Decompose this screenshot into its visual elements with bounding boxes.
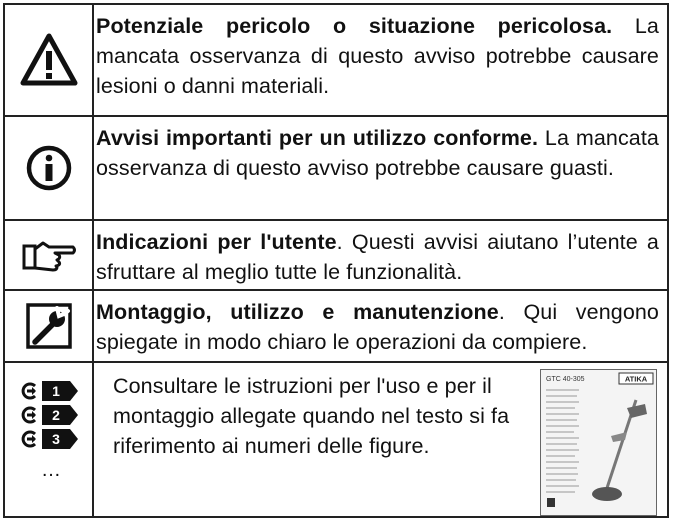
manual-cover-image [541, 370, 656, 515]
legend-desc: . Qui vengono spiegate in modo chiaro le operazioni da compiere. [96, 300, 659, 354]
thumbnail-brand: ATIKA [624, 374, 648, 384]
icon-cell [5, 221, 94, 289]
figure-number: 2 [52, 407, 60, 423]
pointing-hand-icon [21, 237, 77, 273]
legend-bold: Indicazioni per l'utente [96, 230, 337, 254]
arrow-circle-icon [19, 405, 39, 425]
thumbnail-model: GTC 40-305 [546, 376, 585, 383]
legend-text [96, 291, 659, 361]
figure-step [19, 381, 78, 401]
arrow-circle-icon [19, 429, 39, 449]
figure-number: 3 [52, 431, 60, 447]
icon-cell [5, 5, 94, 115]
legend-row-figures [5, 363, 667, 518]
legend-desc: . Questi avvisi aiutano l’utente a sfruttare al meglio tutte le funzionalità. [96, 230, 659, 284]
legend-row-danger [5, 5, 667, 117]
ellipsis: … [41, 459, 63, 481]
legend-table [3, 3, 669, 518]
icon-cell [5, 117, 94, 219]
figure-step [19, 405, 78, 425]
legend-row-info [5, 117, 667, 221]
warning-triangle-icon [19, 32, 79, 88]
figure-tag-icon [42, 381, 78, 401]
figure-step [19, 429, 78, 449]
legend-bold: Montaggio, utilizzo e manutenzione [96, 300, 499, 324]
icon-cell [5, 363, 94, 518]
legend-text [96, 221, 659, 289]
legend-text [96, 5, 659, 115]
figure-steps [19, 381, 78, 482]
legend-row-assembly [5, 291, 667, 363]
legend-desc: La mancata osservanza di questo avviso potrebbe causare guasti. [96, 126, 659, 180]
legend-row-user-tips [5, 221, 667, 291]
legend-bold: Avvisi importanti per un utilizzo conforme. [96, 126, 539, 150]
figure-tag-icon [42, 429, 78, 449]
figures-text: Consultare le istruzioni per l'uso e per il montaggio allegate quando nel testo si fa riferimento ai numeri delle figure. [113, 374, 510, 458]
figure-number: 1 [52, 383, 60, 399]
figure-tag-icon [42, 405, 78, 425]
legend-bold: Potenziale pericolo o situazione pericolosa. [96, 14, 613, 38]
wrench-icon [25, 302, 73, 350]
info-circle-icon [25, 144, 73, 192]
arrow-circle-icon [19, 381, 39, 401]
legend-text [96, 117, 659, 219]
icon-cell [5, 291, 94, 361]
manual-cover-thumbnail [540, 369, 657, 516]
legend-desc: La mancata osservanza di questo avviso potrebbe causare lesioni o danni materiali. [96, 14, 659, 98]
